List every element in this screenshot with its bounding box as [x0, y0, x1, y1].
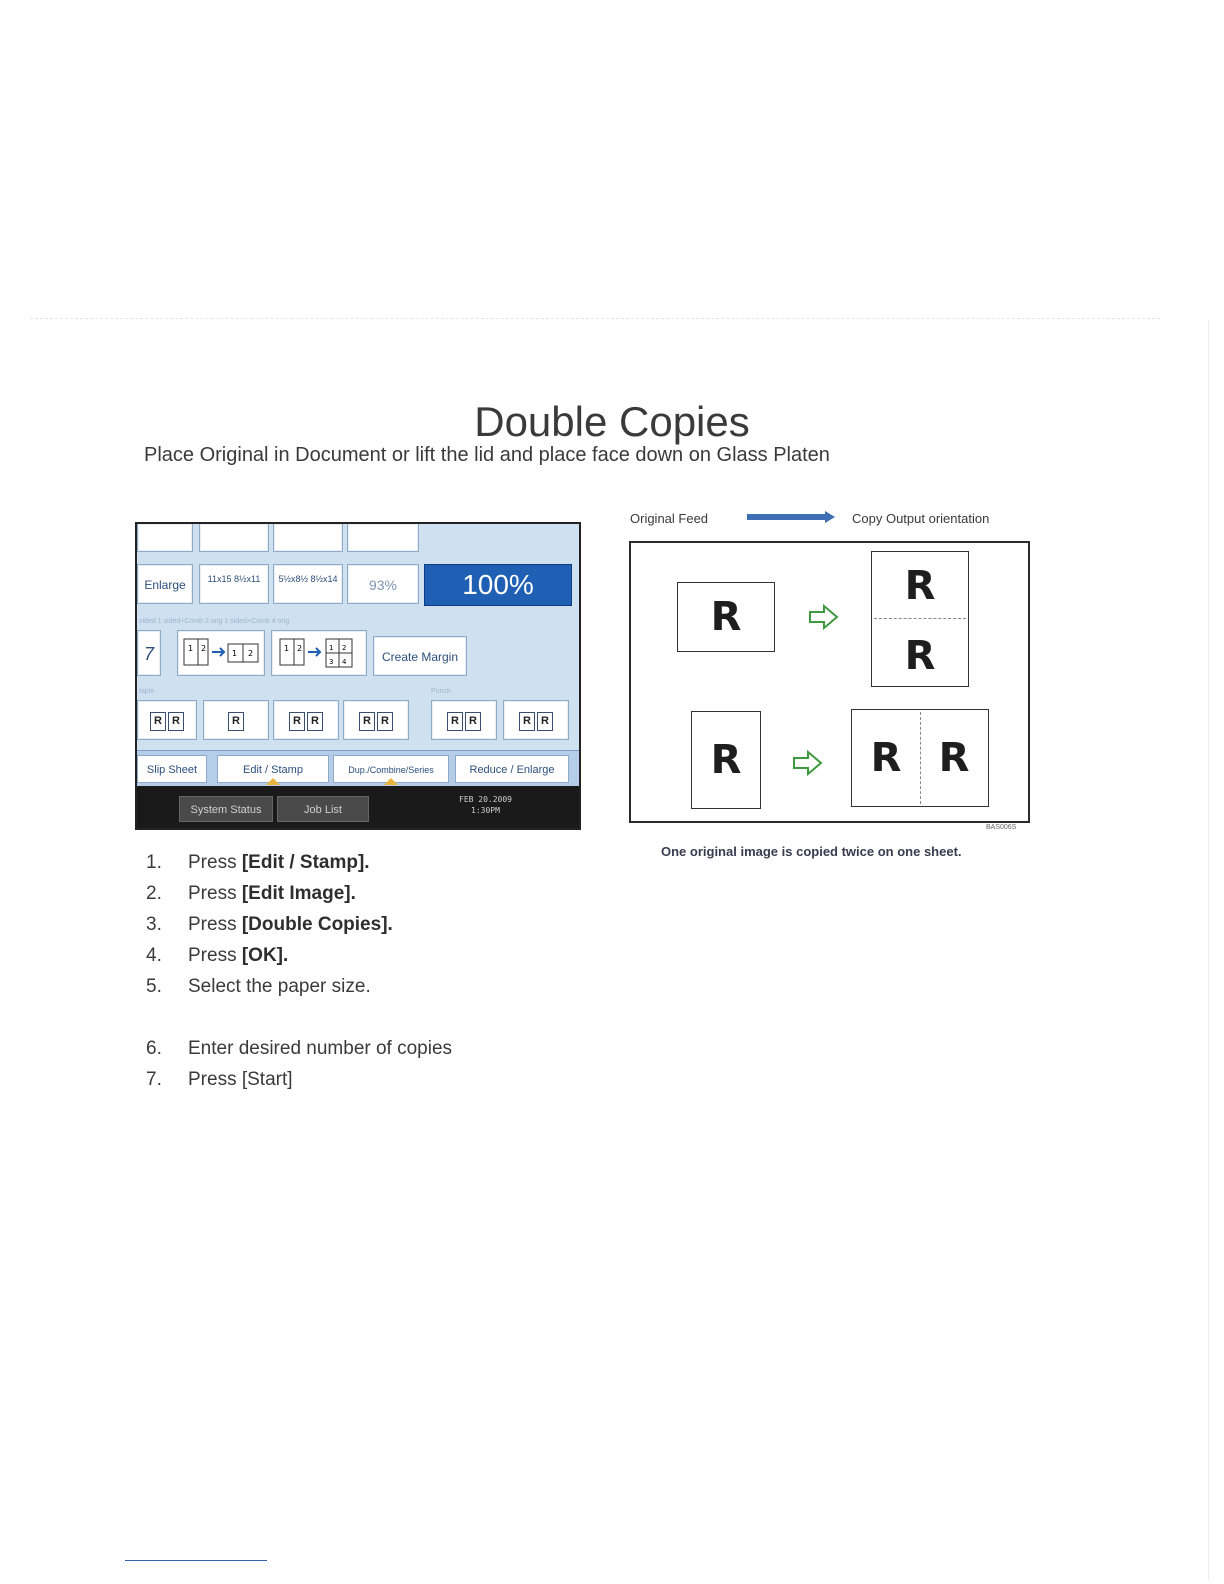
step-number: 4. [146, 945, 162, 966]
output-r-letter-bottom: R [904, 633, 936, 679]
tab-selected-marker [266, 778, 280, 785]
step-text: Press [188, 883, 242, 904]
tab-selected-marker [384, 778, 398, 785]
create-margin-button[interactable]: Create Margin [373, 636, 467, 676]
svg-text:1: 1 [232, 649, 238, 658]
panel-top-button [137, 524, 193, 552]
hollow-arrow-icon [808, 604, 840, 630]
panel-top-button [199, 524, 269, 552]
system-status-button[interactable]: System Status [179, 796, 273, 822]
svg-text:2: 2 [201, 644, 207, 653]
combine-hint-text: sided 1 sided+Comb 2 orig 1 sided+Comb 4 orig [139, 618, 290, 625]
punch-option-button[interactable]: R R [503, 700, 569, 740]
step-item [146, 945, 288, 967]
clock-date: FEB 20.2009 [459, 795, 512, 804]
size-button-11x15[interactable]: 11x15 8½x11 [199, 564, 269, 604]
step-item [146, 883, 356, 905]
svg-text:1: 1 [188, 644, 194, 653]
svg-text:3: 3 [329, 658, 334, 666]
tab-slip-sheet[interactable]: Slip Sheet [137, 755, 207, 783]
enlarge-button[interactable]: Enlarge [137, 564, 193, 604]
step-item [146, 852, 370, 874]
output-sheet-landscape [851, 709, 989, 807]
svg-text:4: 4 [342, 658, 347, 666]
page-title: Double Copies [474, 398, 750, 445]
step-number: 2. [146, 883, 162, 904]
step-item [146, 1069, 293, 1091]
step-item [146, 914, 393, 936]
diagram-caption: One original image is copied twice on one sheet. [661, 844, 962, 859]
panel-top-button [273, 524, 343, 552]
step-button-name: [Edit Image]. [241, 883, 356, 904]
staple-option-button[interactable]: R R [273, 700, 339, 740]
feed-arrow-icon [745, 510, 837, 524]
hollow-arrow-icon [792, 750, 824, 776]
combine-4-icon [272, 631, 366, 675]
svg-text:2: 2 [248, 649, 254, 658]
staple-option-button[interactable]: R R [137, 700, 197, 740]
svg-text:2: 2 [342, 644, 347, 652]
step-button-name: [Edit / Stamp]. [241, 852, 370, 873]
step-text: Press [188, 945, 242, 966]
step-number: 1. [146, 852, 162, 873]
scan-artifact-line [30, 318, 1160, 319]
output-r-letter-left: R [870, 735, 902, 781]
copier-panel-screenshot [135, 522, 581, 830]
original-r-letter: R [710, 737, 742, 783]
combine-2-icon [178, 631, 264, 675]
combine-4-orig-button[interactable] [271, 630, 367, 676]
step-item [146, 976, 371, 998]
ratio-93-button[interactable]: 93% [347, 564, 419, 604]
figure-code: BAS006S [986, 824, 1017, 831]
size-button-5x8[interactable]: 5½x8½ 8½x14 [273, 564, 343, 604]
scan-artifact-edge [1208, 320, 1209, 1580]
punch-hint: Punch [431, 688, 451, 695]
svg-text:1: 1 [284, 644, 290, 653]
svg-text:2: 2 [297, 644, 303, 653]
step-number: 5. [146, 976, 162, 997]
panel-clock [459, 794, 512, 816]
function-tab-bar [137, 750, 579, 787]
original-sheet-landscape [677, 582, 775, 652]
original-r-letter: R [710, 594, 742, 640]
tab-edit-stamp[interactable]: Edit / Stamp [217, 755, 329, 783]
copy-output-orientation-label: Copy Output orientation [852, 511, 990, 526]
page-subtitle: Place Original in Document or lift the lid and place face down on Glass Platen [144, 444, 830, 466]
staple-hint: taple [139, 688, 155, 695]
original-sheet-portrait [691, 711, 761, 809]
output-r-letter-right: R [938, 735, 970, 781]
step-number: 6. [146, 1038, 162, 1059]
step-text: Enter desired number of copies [188, 1038, 453, 1059]
combine-2-orig-button[interactable] [177, 630, 265, 676]
clock-time: 1:30PM [471, 806, 500, 815]
panel-status-bar [137, 786, 579, 828]
step-text: Select the paper size. [188, 976, 371, 997]
step-text: Press [188, 852, 242, 873]
step-item [146, 1038, 452, 1060]
svg-text:1: 1 [329, 644, 334, 652]
step-number: 7. [146, 1069, 162, 1090]
double-copies-diagram [629, 541, 1030, 823]
step-button-name: [Double Copies]. [241, 914, 393, 935]
fold-line [874, 618, 966, 619]
staple-option-button[interactable]: R [203, 700, 269, 740]
step-button-name: [OK]. [241, 945, 289, 966]
step-number: 3. [146, 914, 162, 935]
ratio-100-selected[interactable]: 100% [424, 564, 572, 606]
step-text: Press [Start] [188, 1069, 293, 1090]
staple-option-button[interactable]: R R [343, 700, 409, 740]
job-list-button[interactable]: Job List [277, 796, 369, 822]
output-r-letter-top: R [904, 563, 936, 609]
step-text: Press [188, 914, 242, 935]
punch-option-button[interactable]: R R [431, 700, 497, 740]
original-feed-label: Original Feed [630, 511, 709, 526]
partial-button[interactable]: 7 [137, 630, 161, 676]
footer-rule [125, 1560, 267, 1561]
output-sheet-portrait [871, 551, 969, 687]
tab-reduce-enlarge[interactable]: Reduce / Enlarge [455, 755, 569, 783]
tab-dup-combine-series[interactable]: Dup./Combine/Series [333, 755, 449, 783]
panel-top-button [347, 524, 419, 552]
